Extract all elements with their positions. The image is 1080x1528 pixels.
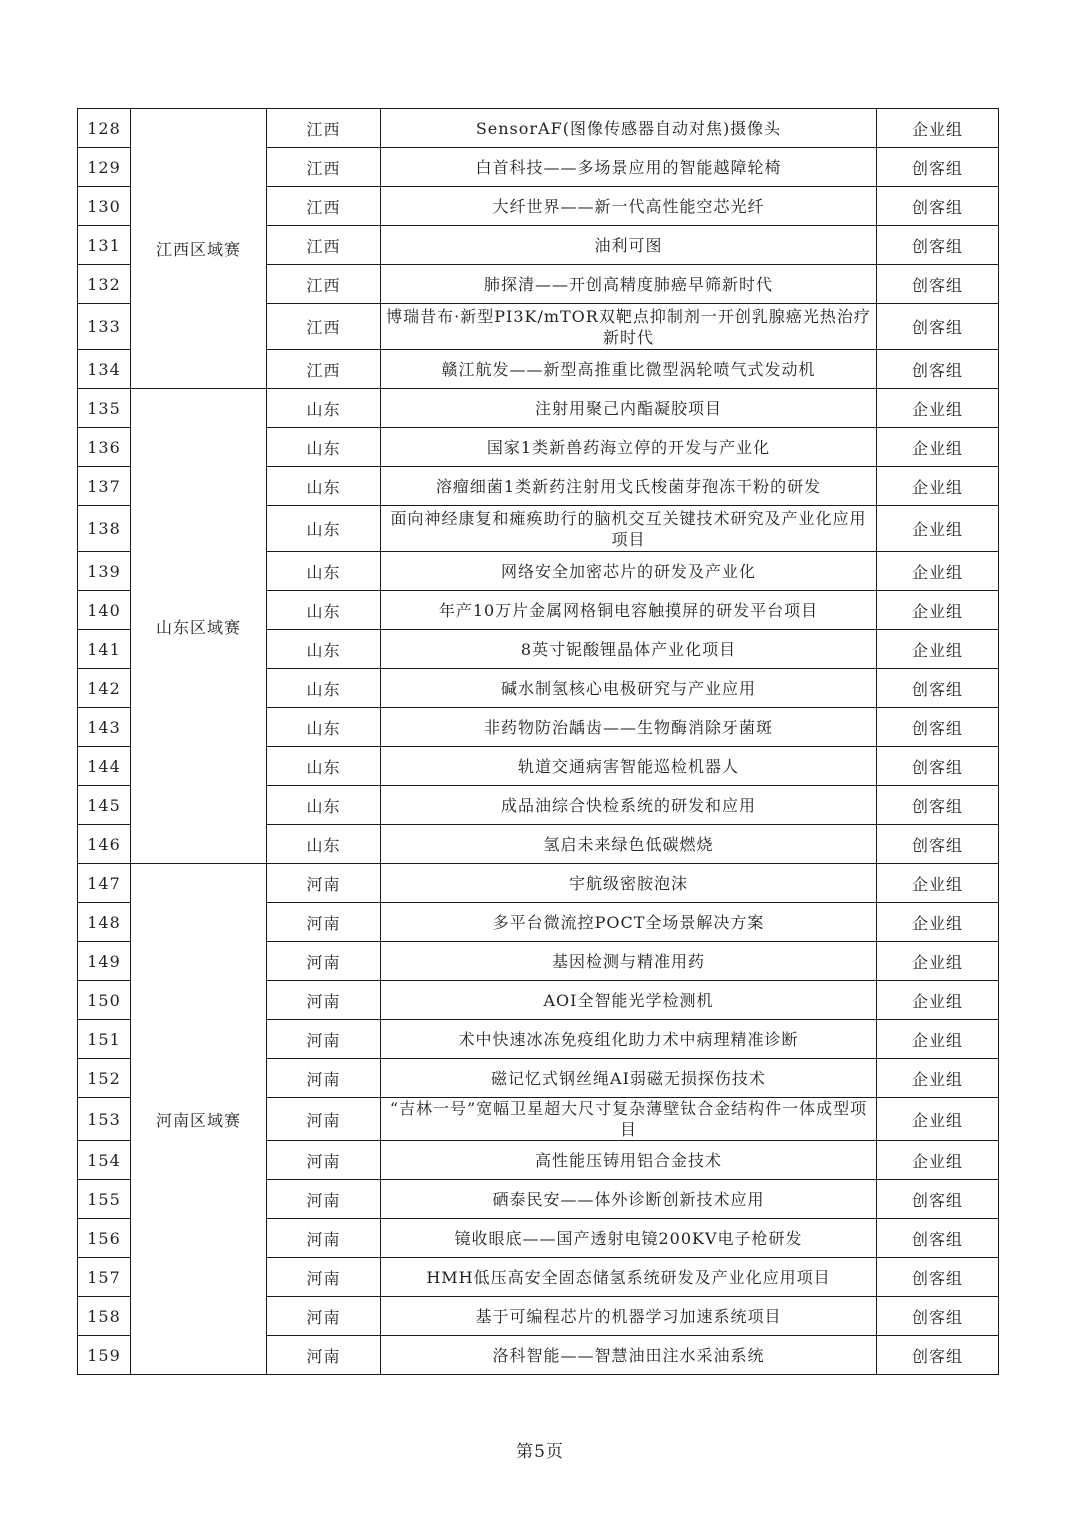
project-name-cell: 8英寸铌酸锂晶体产业化项目 bbox=[381, 630, 877, 669]
group-cell: 创客组 bbox=[877, 350, 999, 389]
province-cell: 河南 bbox=[267, 1336, 381, 1375]
province-cell: 山东 bbox=[267, 506, 381, 552]
province-cell: 河南 bbox=[267, 981, 381, 1020]
row-number: 145 bbox=[78, 786, 131, 825]
row-number: 128 bbox=[78, 109, 131, 148]
row-number: 146 bbox=[78, 825, 131, 864]
group-cell: 创客组 bbox=[877, 304, 999, 350]
group-cell: 创客组 bbox=[877, 265, 999, 304]
row-number: 153 bbox=[78, 1098, 131, 1141]
province-cell: 山东 bbox=[267, 630, 381, 669]
province-cell: 河南 bbox=[267, 1219, 381, 1258]
project-name-cell: 碱水制氢核心电极研究与产业应用 bbox=[381, 669, 877, 708]
province-cell: 山东 bbox=[267, 825, 381, 864]
row-number: 150 bbox=[78, 981, 131, 1020]
group-cell: 创客组 bbox=[877, 187, 999, 226]
page-number: 第5页 bbox=[516, 1442, 564, 1462]
project-name-cell: 注射用聚己内酯凝胶项目 bbox=[381, 389, 877, 428]
row-number: 142 bbox=[78, 669, 131, 708]
project-name-cell: HMH低压高安全固态储氢系统研发及产业化应用项目 bbox=[381, 1258, 877, 1297]
row-number: 134 bbox=[78, 350, 131, 389]
project-name-cell: 多平台微流控POCT全场景解决方案 bbox=[381, 903, 877, 942]
group-cell: 企业组 bbox=[877, 506, 999, 552]
project-name-cell: 博瑞昔布·新型PI3K/mTOR双靶点抑制剂一开创乳腺癌光热治疗新时代 bbox=[381, 304, 877, 350]
row-number: 157 bbox=[78, 1258, 131, 1297]
row-number: 129 bbox=[78, 148, 131, 187]
province-cell: 山东 bbox=[267, 786, 381, 825]
province-cell: 河南 bbox=[267, 1020, 381, 1059]
province-cell: 山东 bbox=[267, 747, 381, 786]
group-cell: 企业组 bbox=[877, 428, 999, 467]
region-name: 山东区域赛 bbox=[131, 389, 267, 864]
province-cell: 山东 bbox=[267, 591, 381, 630]
row-number: 133 bbox=[78, 304, 131, 350]
group-cell: 企业组 bbox=[877, 630, 999, 669]
row-number: 132 bbox=[78, 265, 131, 304]
province-cell: 河南 bbox=[267, 903, 381, 942]
province-cell: 山东 bbox=[267, 708, 381, 747]
region-name: 江西区域赛 bbox=[131, 109, 267, 389]
group-cell: 企业组 bbox=[877, 591, 999, 630]
project-name-cell: 轨道交通病害智能巡检机器人 bbox=[381, 747, 877, 786]
group-cell: 创客组 bbox=[877, 1258, 999, 1297]
province-cell: 山东 bbox=[267, 669, 381, 708]
group-cell: 企业组 bbox=[877, 109, 999, 148]
row-number: 148 bbox=[78, 903, 131, 942]
project-name-cell: 年产10万片金属网格铜电容触摸屏的研发平台项目 bbox=[381, 591, 877, 630]
project-name-cell: AOI全智能光学检测机 bbox=[381, 981, 877, 1020]
province-cell: 江西 bbox=[267, 187, 381, 226]
row-number: 156 bbox=[78, 1219, 131, 1258]
project-name-cell: 非药物防治龋齿——生物酶消除牙菌斑 bbox=[381, 708, 877, 747]
group-cell: 企业组 bbox=[877, 981, 999, 1020]
group-cell: 企业组 bbox=[877, 942, 999, 981]
province-cell: 河南 bbox=[267, 1297, 381, 1336]
province-cell: 山东 bbox=[267, 428, 381, 467]
province-cell: 江西 bbox=[267, 265, 381, 304]
province-cell: 河南 bbox=[267, 1059, 381, 1098]
row-number: 130 bbox=[78, 187, 131, 226]
table-row bbox=[78, 109, 999, 148]
group-cell: 创客组 bbox=[877, 708, 999, 747]
row-number: 158 bbox=[78, 1297, 131, 1336]
row-number: 136 bbox=[78, 428, 131, 467]
group-cell: 创客组 bbox=[877, 1219, 999, 1258]
row-number: 149 bbox=[78, 942, 131, 981]
province-cell: 江西 bbox=[267, 304, 381, 350]
project-name-cell: 国家1类新兽药海立停的开发与产业化 bbox=[381, 428, 877, 467]
group-cell: 创客组 bbox=[877, 825, 999, 864]
row-number: 139 bbox=[78, 552, 131, 591]
group-cell: 企业组 bbox=[877, 552, 999, 591]
project-name-cell: 基于可编程芯片的机器学习加速系统项目 bbox=[381, 1297, 877, 1336]
group-cell: 企业组 bbox=[877, 903, 999, 942]
row-number: 135 bbox=[78, 389, 131, 428]
province-cell: 江西 bbox=[267, 148, 381, 187]
group-cell: 创客组 bbox=[877, 747, 999, 786]
project-table-body bbox=[78, 109, 999, 1375]
province-cell: 河南 bbox=[267, 1258, 381, 1297]
project-name-cell: 硒泰民安——体外诊断创新技术应用 bbox=[381, 1180, 877, 1219]
group-cell: 创客组 bbox=[877, 669, 999, 708]
row-number: 140 bbox=[78, 591, 131, 630]
province-cell: 江西 bbox=[267, 109, 381, 148]
province-cell: 河南 bbox=[267, 864, 381, 903]
project-name-cell: 洛科智能——智慧油田注水采油系统 bbox=[381, 1336, 877, 1375]
group-cell: 创客组 bbox=[877, 1180, 999, 1219]
group-cell: 企业组 bbox=[877, 1059, 999, 1098]
project-name-cell: 白首科技——多场景应用的智能越障轮椅 bbox=[381, 148, 877, 187]
project-name-cell: 镜收眼底——国产透射电镜200KV电子枪研发 bbox=[381, 1219, 877, 1258]
province-cell: 河南 bbox=[267, 1141, 381, 1180]
row-number: 152 bbox=[78, 1059, 131, 1098]
project-name-cell: 氢启未来绿色低碳燃烧 bbox=[381, 825, 877, 864]
table-row bbox=[78, 864, 999, 903]
row-number: 154 bbox=[78, 1141, 131, 1180]
province-cell: 江西 bbox=[267, 350, 381, 389]
region-name: 河南区域赛 bbox=[131, 864, 267, 1375]
project-name-cell: 溶瘤细菌1类新药注射用戈氏梭菌芽孢冻干粉的研发 bbox=[381, 467, 877, 506]
province-cell: 山东 bbox=[267, 552, 381, 591]
row-number: 151 bbox=[78, 1020, 131, 1059]
group-cell: 企业组 bbox=[877, 467, 999, 506]
province-cell: 山东 bbox=[267, 467, 381, 506]
row-number: 141 bbox=[78, 630, 131, 669]
group-cell: 创客组 bbox=[877, 226, 999, 265]
group-cell: 创客组 bbox=[877, 148, 999, 187]
row-number: 138 bbox=[78, 506, 131, 552]
group-cell: 企业组 bbox=[877, 1141, 999, 1180]
project-name-cell: 高性能压铸用铝合金技术 bbox=[381, 1141, 877, 1180]
project-name-cell: 肺探清——开创高精度肺癌早筛新时代 bbox=[381, 265, 877, 304]
province-cell: 河南 bbox=[267, 942, 381, 981]
row-number: 143 bbox=[78, 708, 131, 747]
group-cell: 企业组 bbox=[877, 1098, 999, 1141]
province-cell: 河南 bbox=[267, 1098, 381, 1141]
project-name-cell: 油利可图 bbox=[381, 226, 877, 265]
project-name-cell: 网络安全加密芯片的研发及产业化 bbox=[381, 552, 877, 591]
project-name-cell: 面向神经康复和瘫痪助行的脑机交互关键技术研究及产业化应用项目 bbox=[381, 506, 877, 552]
project-name-cell: 成品油综合快检系统的研发和应用 bbox=[381, 786, 877, 825]
row-number: 159 bbox=[78, 1336, 131, 1375]
group-cell: 企业组 bbox=[877, 864, 999, 903]
row-number: 131 bbox=[78, 226, 131, 265]
province-cell: 山东 bbox=[267, 389, 381, 428]
project-name-cell: SensorAF(图像传感器自动对焦)摄像头 bbox=[381, 109, 877, 148]
project-name-cell: 宇航级密胺泡沫 bbox=[381, 864, 877, 903]
table-row bbox=[78, 389, 999, 428]
project-name-cell: 基因检测与精准用药 bbox=[381, 942, 877, 981]
row-number: 137 bbox=[78, 467, 131, 506]
project-name-cell: “吉林一号”宽幅卫星超大尺寸复杂薄壁钛合金结构件一体成型项目 bbox=[381, 1098, 877, 1141]
project-name-cell: 术中快速冰冻免疫组化助力术中病理精准诊断 bbox=[381, 1020, 877, 1059]
group-cell: 创客组 bbox=[877, 1297, 999, 1336]
project-name-cell: 大纤世界——新一代高性能空芯光纤 bbox=[381, 187, 877, 226]
group-cell: 企业组 bbox=[877, 1020, 999, 1059]
group-cell: 企业组 bbox=[877, 389, 999, 428]
project-name-cell: 磁记忆式钢丝绳AI弱磁无损探伤技术 bbox=[381, 1059, 877, 1098]
row-number: 147 bbox=[78, 864, 131, 903]
row-number: 155 bbox=[78, 1180, 131, 1219]
group-cell: 创客组 bbox=[877, 786, 999, 825]
province-cell: 江西 bbox=[267, 226, 381, 265]
group-cell: 创客组 bbox=[877, 1336, 999, 1375]
project-name-cell: 赣江航发——新型高推重比微型涡轮喷气式发动机 bbox=[381, 350, 877, 389]
row-number: 144 bbox=[78, 747, 131, 786]
project-table bbox=[77, 108, 999, 1375]
province-cell: 河南 bbox=[267, 1180, 381, 1219]
